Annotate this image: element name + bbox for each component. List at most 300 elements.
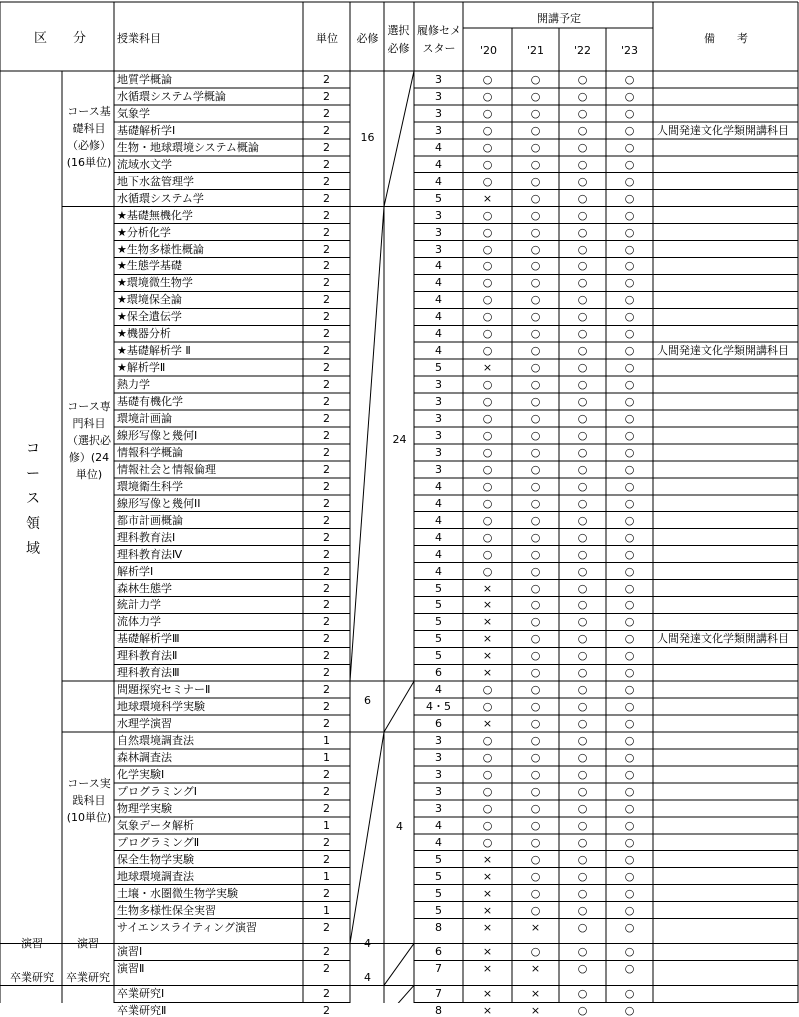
offering-mark-21: ○ xyxy=(530,632,541,646)
offering-mark-23: ○ xyxy=(624,666,635,680)
offering-mark-22: ○ xyxy=(577,310,588,324)
course-semester: 3 xyxy=(435,395,442,409)
offering-mark-22: ○ xyxy=(577,903,588,917)
total-semi-required: 6 xyxy=(364,694,371,707)
course-name: ★機器分析 xyxy=(117,327,171,341)
offering-mark-21: ○ xyxy=(530,191,541,205)
offering-mark-21: ○ xyxy=(530,945,541,959)
offering-mark-21: ○ xyxy=(530,225,541,239)
offering-mark-20: × xyxy=(482,1004,493,1017)
offering-mark-23: ○ xyxy=(624,564,635,578)
course-semester: 3 xyxy=(435,445,442,459)
offering-mark-23: ○ xyxy=(624,962,635,976)
header-schedule: 開講予定 xyxy=(537,12,581,25)
offering-mark-20: × xyxy=(482,649,493,663)
course-name: 水循環システム学概論 xyxy=(117,89,226,103)
course-semester: 3 xyxy=(435,412,442,425)
offering-mark-21: ○ xyxy=(530,835,541,849)
offering-mark-21: ○ xyxy=(530,428,541,442)
offering-mark-21: ○ xyxy=(530,293,541,307)
offering-mark-23: ○ xyxy=(624,208,635,222)
course-semester: 4 xyxy=(435,513,442,527)
offering-mark-22: ○ xyxy=(577,496,588,510)
offering-mark-23: ○ xyxy=(624,428,635,442)
offering-mark-20: ○ xyxy=(482,734,493,748)
course-units: 2 xyxy=(323,140,330,154)
course-units: 2 xyxy=(323,666,330,680)
course-name: 物理学実験 xyxy=(117,801,172,815)
offering-mark-20: × xyxy=(482,581,493,595)
course-semester: 4 xyxy=(435,496,442,510)
offering-mark-22: ○ xyxy=(577,174,588,188)
offering-mark-21: ○ xyxy=(530,903,541,917)
offering-mark-20: ○ xyxy=(482,801,493,815)
offering-mark-20: ○ xyxy=(482,412,493,425)
offering-mark-22: ○ xyxy=(577,632,588,646)
course-name: プログラミングⅡ xyxy=(117,835,200,849)
offering-mark-20: ○ xyxy=(482,123,493,137)
offering-mark-22: ○ xyxy=(577,208,588,222)
course-semester: 4 xyxy=(435,818,442,832)
offering-mark-20: ○ xyxy=(482,225,493,239)
course-units: 2 xyxy=(323,945,330,959)
course-name: ★環境微生物学 xyxy=(117,276,193,290)
header-kubun: 区 分 xyxy=(33,31,86,46)
group-exercise: 演習 xyxy=(77,937,99,950)
offering-mark-23: ○ xyxy=(624,801,635,815)
offering-mark-22: ○ xyxy=(577,106,588,120)
course-name: 地球環境科学実験 xyxy=(117,700,205,714)
course-units: 2 xyxy=(323,89,330,103)
course-units: 2 xyxy=(323,801,330,815)
course-name: 情報社会と情報倫理 xyxy=(117,462,216,476)
course-units: 2 xyxy=(323,767,330,781)
offering-mark-20: × xyxy=(482,886,493,900)
offering-mark-21: ○ xyxy=(530,73,541,86)
offering-mark-20: × xyxy=(482,903,493,917)
offering-mark-22: ○ xyxy=(577,242,588,256)
course-units: 2 xyxy=(323,445,330,459)
course-name: 生物多様性保全実習 xyxy=(117,903,216,917)
offering-mark-20: ○ xyxy=(482,310,493,324)
offering-mark-22: ○ xyxy=(577,564,588,578)
course-semester: 5 xyxy=(435,649,442,663)
offering-mark-23: ○ xyxy=(624,73,635,86)
course-semester: 3 xyxy=(435,208,442,222)
course-units: 2 xyxy=(323,276,330,290)
offering-mark-22: ○ xyxy=(577,140,588,154)
offering-mark-23: ○ xyxy=(624,276,635,290)
offering-mark-20: × xyxy=(482,598,493,612)
offering-mark-23: ○ xyxy=(624,89,635,103)
offering-mark-21: ○ xyxy=(530,700,541,714)
offering-mark-21: ○ xyxy=(530,513,541,527)
offering-mark-20: ○ xyxy=(482,378,493,392)
course-name: 自然環境調査法 xyxy=(117,734,194,748)
offering-mark-23: ○ xyxy=(624,378,635,392)
offering-mark-21: × xyxy=(530,987,541,1001)
offering-mark-23: ○ xyxy=(624,598,635,612)
offering-mark-22: ○ xyxy=(577,649,588,663)
course-units: 2 xyxy=(323,987,330,1001)
offering-mark-22: ○ xyxy=(577,395,588,409)
course-name: 土壌・水圏微生物学実験 xyxy=(117,886,238,900)
strike-line xyxy=(350,732,384,943)
offering-mark-20: ○ xyxy=(482,445,493,459)
offering-mark-20: × xyxy=(482,945,493,959)
offering-mark-20: ○ xyxy=(482,327,493,341)
course-semester: 3 xyxy=(435,751,442,764)
offering-mark-22: ○ xyxy=(577,767,588,781)
offering-mark-21: ○ xyxy=(530,818,541,832)
offering-mark-20: ○ xyxy=(482,547,493,561)
header-remarks: 備 考 xyxy=(704,32,748,45)
offering-mark-23: ○ xyxy=(624,818,635,832)
offering-mark-21: ○ xyxy=(530,259,541,273)
offering-mark-20: ○ xyxy=(482,106,493,120)
total-specialized-elective: 24 xyxy=(392,433,407,446)
offering-mark-20: ○ xyxy=(482,344,493,358)
offering-mark-23: ○ xyxy=(624,479,635,493)
offering-mark-23: ○ xyxy=(624,547,635,561)
course-name: 地下水盆管理学 xyxy=(117,174,194,188)
course-semester: 4 xyxy=(435,344,442,358)
course-semester: 5 xyxy=(435,632,442,646)
course-semester: 4 xyxy=(435,259,442,273)
total-graduation-required: 4 xyxy=(364,971,371,984)
offering-mark-23: ○ xyxy=(624,123,635,137)
course-units: 2 xyxy=(323,683,330,697)
course-semester: 8 xyxy=(435,1004,442,1017)
offering-mark-22: ○ xyxy=(577,462,588,476)
offering-mark-22: ○ xyxy=(577,700,588,714)
offering-mark-20: ○ xyxy=(482,530,493,544)
group-graduation: 卒業研究 xyxy=(66,971,110,984)
offering-mark-20: ○ xyxy=(482,208,493,222)
course-semester: 5 xyxy=(435,869,442,883)
course-semester: 4 xyxy=(435,140,442,154)
offering-mark-21: × xyxy=(530,920,541,934)
offering-mark-23: ○ xyxy=(624,225,635,239)
course-name: 基礎解析学Ⅰ xyxy=(117,123,176,137)
course-units: 2 xyxy=(323,700,330,714)
offering-mark-21: ○ xyxy=(530,140,541,154)
course-units: 2 xyxy=(323,649,330,663)
offering-mark-20: ○ xyxy=(482,513,493,527)
offering-mark-23: ○ xyxy=(624,835,635,849)
course-units: 1 xyxy=(323,751,330,764)
course-semester: 3 xyxy=(435,106,442,120)
offering-mark-20: ○ xyxy=(482,479,493,493)
offering-mark-21: ○ xyxy=(530,852,541,866)
offering-mark-20: × xyxy=(482,717,493,731)
offering-mark-22: ○ xyxy=(577,259,588,273)
course-units: 2 xyxy=(323,513,330,527)
course-name: 問題探究セミナーⅡ xyxy=(117,683,211,697)
course-semester: 3 xyxy=(435,123,442,137)
offering-mark-23: ○ xyxy=(624,445,635,459)
offering-mark-21: ○ xyxy=(530,801,541,815)
offering-mark-20: × xyxy=(482,666,493,680)
course-name: ★解析学Ⅱ xyxy=(117,361,166,375)
offering-mark-23: ○ xyxy=(624,767,635,781)
course-semester: 4 xyxy=(435,310,442,324)
offering-mark-22: ○ xyxy=(577,581,588,595)
strike-line xyxy=(384,71,414,207)
offering-mark-21: ○ xyxy=(530,784,541,798)
offering-mark-20: ○ xyxy=(482,242,493,256)
course-name: 熱力学 xyxy=(117,378,150,392)
course-name: ★生物多様性概論 xyxy=(117,242,204,256)
course-name: 理科教育法Ⅱ xyxy=(117,649,178,663)
course-semester: 3 xyxy=(435,73,442,86)
course-semester: 4 xyxy=(435,564,442,578)
offering-mark-23: ○ xyxy=(624,327,635,341)
course-units: 2 xyxy=(323,395,330,409)
offering-mark-22: ○ xyxy=(577,123,588,137)
course-name: 統計力学 xyxy=(117,598,161,612)
group-specialized: コース専門科目（選択必修）(24単位) xyxy=(67,400,111,481)
offering-mark-21: ○ xyxy=(530,208,541,222)
offering-mark-20: × xyxy=(482,852,493,866)
header-elective-required: 選択必修 xyxy=(387,24,410,55)
course-name: 地質学概論 xyxy=(117,73,172,86)
offering-mark-20: ○ xyxy=(482,174,493,188)
course-units: 2 xyxy=(323,225,330,239)
offering-mark-21: ○ xyxy=(530,445,541,459)
course-name: プログラミングⅠ xyxy=(117,784,198,798)
course-name: 情報科学概論 xyxy=(117,445,183,459)
offering-mark-20: ○ xyxy=(482,683,493,697)
offering-mark-21: ○ xyxy=(530,106,541,120)
header-units: 単位 xyxy=(316,32,338,45)
offering-mark-22: ○ xyxy=(577,479,588,493)
course-name: ★分析化学 xyxy=(117,225,171,239)
course-name: 理科教育法I xyxy=(117,530,176,544)
offering-mark-22: ○ xyxy=(577,869,588,883)
course-units: 2 xyxy=(323,598,330,612)
offering-mark-22: ○ xyxy=(577,801,588,815)
course-name: 環境衛生科学 xyxy=(117,479,183,493)
offering-mark-22: ○ xyxy=(577,412,588,425)
offering-mark-20: ○ xyxy=(482,73,493,86)
offering-mark-23: ○ xyxy=(624,293,635,307)
course-units: 2 xyxy=(323,73,330,86)
offering-mark-20: ○ xyxy=(482,767,493,781)
course-semester: 4 xyxy=(435,174,442,188)
course-units: 2 xyxy=(323,581,330,595)
course-units: 2 xyxy=(323,208,330,222)
course-semester: 7 xyxy=(435,987,442,1001)
offering-mark-23: ○ xyxy=(624,700,635,714)
course-units: 2 xyxy=(323,530,330,544)
offering-mark-21: ○ xyxy=(530,581,541,595)
header-required: 必修 xyxy=(356,32,379,45)
group-basic: コース基礎科目（必修）(16単位) xyxy=(66,105,112,169)
offering-mark-20: ○ xyxy=(482,496,493,510)
course-units: 2 xyxy=(323,361,330,375)
offering-mark-21: ○ xyxy=(530,547,541,561)
course-name: 流域水文学 xyxy=(117,157,172,171)
offering-mark-23: ○ xyxy=(624,1004,635,1017)
offering-mark-21: ○ xyxy=(530,717,541,731)
course-units: 2 xyxy=(323,852,330,866)
offering-mark-23: ○ xyxy=(624,886,635,900)
course-semester: 4 xyxy=(435,157,442,171)
offering-mark-21: ○ xyxy=(530,89,541,103)
offering-mark-20: ○ xyxy=(482,462,493,476)
offering-mark-21: ○ xyxy=(530,564,541,578)
course-semester: 4・5 xyxy=(426,700,451,714)
course-name: 基礎有機化学 xyxy=(117,395,183,409)
offering-mark-21: ○ xyxy=(530,242,541,256)
offering-mark-23: ○ xyxy=(624,987,635,1001)
offering-mark-20: ○ xyxy=(482,140,493,154)
offering-mark-22: ○ xyxy=(577,293,588,307)
course-semester: 4 xyxy=(435,293,442,307)
course-semester: 4 xyxy=(435,327,442,341)
offering-mark-21: ○ xyxy=(530,479,541,493)
offering-mark-22: ○ xyxy=(577,987,588,1001)
offering-mark-21: ○ xyxy=(530,751,541,764)
course-units: 2 xyxy=(323,293,330,307)
offering-mark-21: ○ xyxy=(530,683,541,697)
course-name: ★保全遺伝学 xyxy=(117,310,182,324)
offering-mark-22: ○ xyxy=(577,734,588,748)
offering-mark-20: ○ xyxy=(482,818,493,832)
offering-mark-23: ○ xyxy=(624,259,635,273)
header-semester: 履修セメスター xyxy=(417,24,461,55)
course-semester: 4 xyxy=(435,835,442,849)
course-name: 演習Ⅱ xyxy=(117,962,145,976)
offering-mark-23: ○ xyxy=(624,945,635,959)
offering-mark-23: ○ xyxy=(624,513,635,527)
offering-mark-22: ○ xyxy=(577,225,588,239)
total-exercise-required: 4 xyxy=(364,937,371,950)
offering-mark-20: ○ xyxy=(482,700,493,714)
course-name: 地球環境調査法 xyxy=(117,869,194,883)
offering-mark-21: ○ xyxy=(530,412,541,425)
offering-mark-22: ○ xyxy=(577,191,588,205)
course-units: 1 xyxy=(323,903,330,917)
offering-mark-23: ○ xyxy=(624,157,635,171)
header-year-22: '22 xyxy=(573,44,592,57)
offering-mark-22: ○ xyxy=(577,666,588,680)
course-units: 2 xyxy=(323,835,330,849)
course-units: 2 xyxy=(323,564,330,578)
offering-mark-22: ○ xyxy=(577,920,588,934)
course-semester: 6 xyxy=(435,945,442,959)
offering-mark-23: ○ xyxy=(624,734,635,748)
course-units: 1 xyxy=(323,869,330,883)
course-name: 線形写像と幾何Ⅰ xyxy=(117,428,198,442)
course-semester: 6 xyxy=(435,666,442,680)
course-name: 気象データ解析 xyxy=(117,818,194,832)
offering-mark-23: ○ xyxy=(624,361,635,375)
offering-mark-23: ○ xyxy=(624,717,635,731)
offering-mark-20: × xyxy=(482,987,493,1001)
course-units: 2 xyxy=(323,920,330,934)
offering-mark-21: × xyxy=(530,962,541,976)
offering-mark-22: ○ xyxy=(577,598,588,612)
offering-mark-22: ○ xyxy=(577,327,588,341)
course-name: 化学実験I xyxy=(117,767,165,781)
offering-mark-23: ○ xyxy=(624,920,635,934)
offering-mark-23: ○ xyxy=(624,191,635,205)
offering-mark-23: ○ xyxy=(624,852,635,866)
group-practical: コース実践科目(10単位) xyxy=(66,777,112,824)
course-units: 2 xyxy=(323,191,330,205)
course-name: 基礎解析学Ⅲ xyxy=(117,632,180,646)
course-semester: 3 xyxy=(435,767,442,781)
offering-mark-20: ○ xyxy=(482,259,493,273)
course-name: 理科教育法Ⅲ xyxy=(117,666,180,680)
course-units: 2 xyxy=(323,242,330,256)
course-units: 2 xyxy=(323,123,330,137)
course-units: 2 xyxy=(323,378,330,392)
offering-mark-23: ○ xyxy=(624,174,635,188)
offering-mark-23: ○ xyxy=(624,784,635,798)
offering-mark-21: ○ xyxy=(530,869,541,883)
offering-mark-22: ○ xyxy=(577,945,588,959)
course-remark: 人間発達文化学類開講科目 xyxy=(657,344,789,358)
area-graduation: 卒業研究 xyxy=(10,971,54,984)
course-semester: 3 xyxy=(435,242,442,256)
offering-mark-22: ○ xyxy=(577,428,588,442)
course-units: 2 xyxy=(323,174,330,188)
offering-mark-22: ○ xyxy=(577,962,588,976)
course-name: 水循環システム学 xyxy=(117,191,204,205)
course-name: 水理学演習 xyxy=(117,717,172,731)
offering-mark-23: ○ xyxy=(624,462,635,476)
offering-mark-23: ○ xyxy=(624,412,635,425)
offering-mark-20: ○ xyxy=(482,564,493,578)
offering-mark-23: ○ xyxy=(624,632,635,646)
offering-mark-22: ○ xyxy=(577,445,588,459)
offering-mark-22: ○ xyxy=(577,683,588,697)
offering-mark-23: ○ xyxy=(624,751,635,764)
offering-mark-22: ○ xyxy=(577,276,588,290)
course-name: 気象学 xyxy=(117,106,150,120)
offering-mark-22: ○ xyxy=(577,615,588,629)
strike-line xyxy=(350,207,384,682)
offering-mark-20: ○ xyxy=(482,89,493,103)
course-units: 1 xyxy=(323,818,330,832)
course-semester: 5 xyxy=(435,886,442,900)
offering-mark-23: ○ xyxy=(624,649,635,663)
course-name: 理科教育法Ⅳ xyxy=(117,547,183,561)
area-exercise: 演習 xyxy=(21,937,43,950)
course-semester: 5 xyxy=(435,191,442,205)
course-name: 森林生態学 xyxy=(117,581,172,595)
course-units: 2 xyxy=(323,1004,330,1017)
offering-mark-22: ○ xyxy=(577,717,588,731)
strike-line xyxy=(384,681,414,732)
course-semester: 5 xyxy=(435,852,442,866)
offering-mark-22: ○ xyxy=(577,818,588,832)
offering-mark-23: ○ xyxy=(624,496,635,510)
course-semester: 3 xyxy=(435,428,442,442)
course-units: 2 xyxy=(323,157,330,171)
offering-mark-20: × xyxy=(482,962,493,976)
offering-mark-20: ○ xyxy=(482,835,493,849)
course-name: 森林調査法 xyxy=(117,751,172,764)
offering-mark-22: ○ xyxy=(577,1004,588,1017)
course-semester: 7 xyxy=(435,962,442,976)
offering-mark-20: × xyxy=(482,615,493,629)
offering-mark-20: × xyxy=(482,920,493,934)
course-units: 2 xyxy=(323,632,330,646)
